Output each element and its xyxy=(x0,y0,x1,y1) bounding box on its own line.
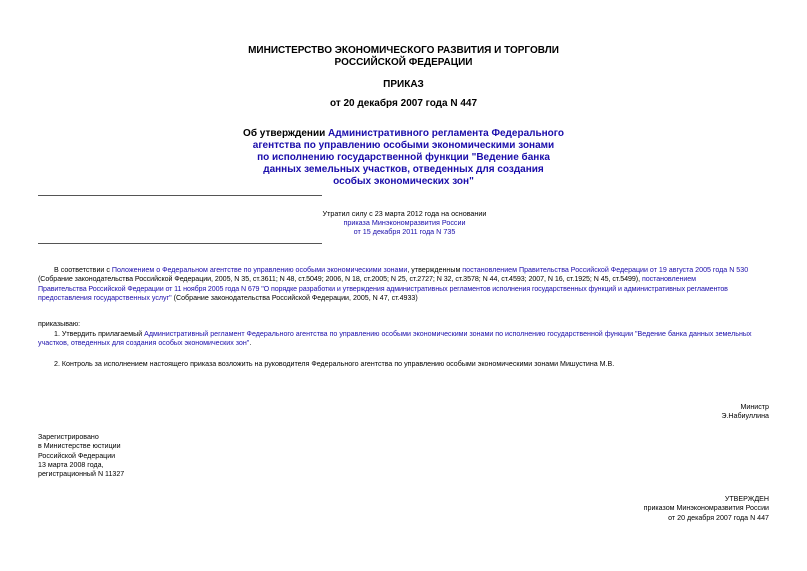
signature-position: Министр xyxy=(740,403,769,411)
divider-top xyxy=(38,195,322,196)
preamble xyxy=(38,266,770,303)
preamble-text-1: В соответствии с xyxy=(54,266,112,274)
approved-line2: приказом Минэкономразвития России xyxy=(643,504,769,513)
divider-bottom xyxy=(38,243,322,244)
approved-line3: от 20 декабря 2007 года N 447 xyxy=(668,513,769,522)
preamble-text-3: (Собрание законодательства Российской Федерации, 2005, N 35, ст.3611; N 48, ст.5049; 2006, N 18, ст.2005; N 25, ст.2727; N 32, ст.3578; N 44, ст.4593; 2007, N 16, ст.1925; N 45, ст.5499), xyxy=(38,275,642,284)
order-word: приказываю: xyxy=(38,320,81,328)
status-note xyxy=(322,209,487,236)
document-title xyxy=(0,128,807,188)
government-decree-679-link-c[interactable]: предоставления государственных услуг" xyxy=(38,293,172,302)
title-line-5[interactable]: особых экономических зон" xyxy=(333,176,474,187)
document-header xyxy=(0,45,807,69)
doc-date-number: от 20 декабря 2007 года N 447 xyxy=(329,98,478,109)
status-note-link2[interactable]: от 15 декабря 2011 года N 735 xyxy=(353,227,456,236)
signature-name: Э.Набиуллина xyxy=(721,412,769,421)
doc-type: ПРИКАЗ xyxy=(383,79,424,90)
title-line-3[interactable]: по исполнению государственной функции "Ведение банка xyxy=(257,152,550,163)
title-line-2[interactable]: агентства по управлению особыми экономическими зонами xyxy=(252,140,555,151)
government-decree-679-link-b[interactable]: Правительства Российской Федерации от 11 ноября 2005 года N 679 "О порядке разработки и утверждения административных регламентов исполнения государственных функций и административных регламентов xyxy=(38,284,728,293)
ministry-name-line2: РОССИЙСКОЙ ФЕДЕРАЦИИ xyxy=(334,57,473,68)
status-note-link1[interactable]: приказа Минэкономразвития России xyxy=(343,218,466,227)
agency-regulation-link[interactable]: Положением о Федеральном агентстве по управлению особыми экономическими зонами xyxy=(111,266,408,274)
registration-line2: в Министерстве юстиции xyxy=(38,442,121,451)
preamble-text-2: , утвержденным xyxy=(407,266,463,274)
item-1-end: . xyxy=(249,339,252,348)
title-regulation-link[interactable]: Административного регламента Федерального xyxy=(328,128,564,139)
item-1-text: 1. Утвердить прилагаемый xyxy=(54,330,145,338)
ministry-name-line1: МИНИСТЕРСТВО ЭКОНОМИЧЕСКОГО РАЗВИТИЯ И ТОРГОВЛИ xyxy=(248,45,559,56)
government-decree-530-link[interactable]: постановлением Правительства Российской Федерации от 19 августа 2005 года N 530 xyxy=(462,266,749,274)
government-decree-679-link-a[interactable]: постановлением xyxy=(641,275,696,284)
preamble-text-4: (Собрание законодательства Российской Федерации, 2005, N 47, ст.4933) xyxy=(171,293,418,302)
status-note-line1: Утратил силу с 23 марта 2012 года на основании xyxy=(322,209,487,218)
registration-line5: регистрационный N 11327 xyxy=(38,470,125,479)
registration-block xyxy=(38,433,124,479)
registration-line4: 13 марта 2008 года, xyxy=(38,460,104,469)
approved-line1: УТВЕРЖДЕН xyxy=(724,495,769,503)
item-1 xyxy=(38,330,778,349)
approved-block xyxy=(644,495,769,523)
title-prefix: Об утверждении xyxy=(243,128,329,139)
item-2: 2. Контроль за исполнением настоящего приказа возложить на руководителя Федерального агентства по управлению особыми экономическими зонами Мишустина М.В. xyxy=(54,360,615,368)
registration-line3: Российской Федерации xyxy=(38,451,116,460)
signature-block xyxy=(721,403,769,422)
registration-line1: Зарегистрировано xyxy=(38,433,99,441)
regulation-link-1[interactable]: Административный регламент Федерального агентства по управлению особыми экономическими зонами по исполнению государственной функции "Ведение банка данных земельных xyxy=(144,330,752,338)
regulation-link-2[interactable]: участков, отведенных для создания особых экономических зон" xyxy=(38,339,250,348)
title-line-4[interactable]: данных земельных участков, отведенных для создания xyxy=(263,164,544,175)
